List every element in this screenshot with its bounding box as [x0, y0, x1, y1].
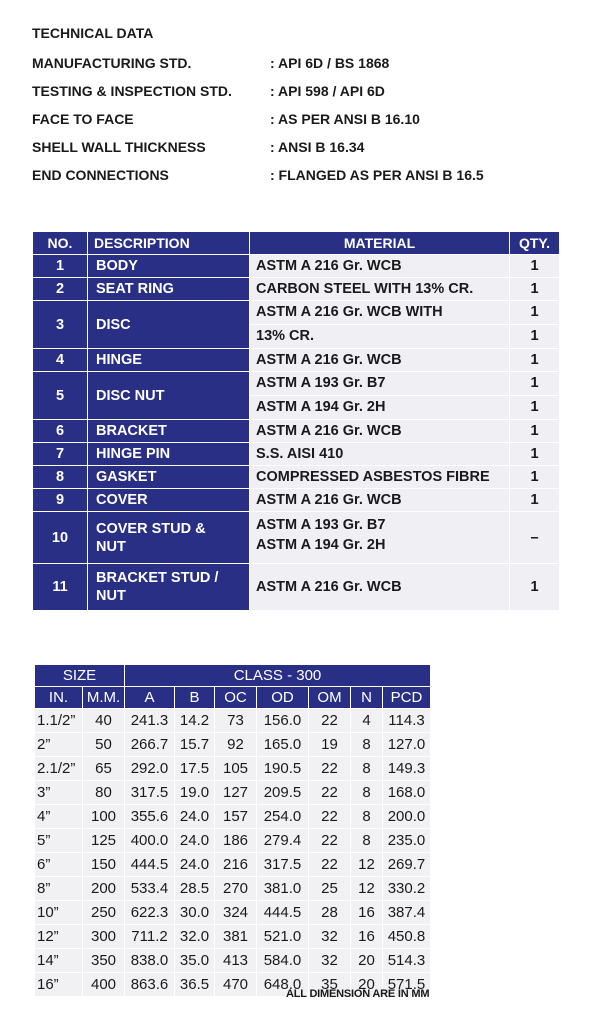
column-header: N — [351, 687, 383, 709]
dimension-cell: 400.0 — [125, 829, 175, 853]
dimension-cell: 22 — [309, 829, 351, 853]
header-class: CLASS - 300 — [125, 665, 431, 687]
dimension-cell: 6” — [35, 853, 83, 877]
part-material: ASTM A 216 Gr. WCB — [250, 564, 510, 611]
header-material: MATERIAL — [250, 232, 510, 255]
part-description: DISC NUT — [88, 372, 250, 420]
dimension-cell: 125 — [83, 829, 125, 853]
dimension-column-header-row — [35, 687, 431, 709]
tech-row-testing-std — [32, 77, 385, 105]
part-qty — [510, 301, 560, 349]
dimension-note: ALL DIMENSION ARE IN MM — [286, 988, 430, 1000]
header-no: NO. — [33, 232, 88, 255]
part-material: S.S. AISI 410 — [250, 443, 510, 466]
dimension-cell: 250 — [83, 901, 125, 925]
part-description: DISC — [88, 301, 250, 349]
dimension-cell: 24.0 — [175, 829, 215, 853]
technical-data-title: TECHNICAL DATA — [32, 25, 154, 41]
dimension-cell: 533.4 — [125, 877, 175, 901]
part-qty: – — [510, 512, 560, 564]
dimension-cell: 22 — [309, 805, 351, 829]
dimension-cell: 14.2 — [175, 709, 215, 733]
dimension-cell: 12 — [351, 853, 383, 877]
tech-row-face-to-face — [32, 105, 420, 133]
qty-line: 1 — [530, 375, 539, 391]
dimension-cell: 381 — [215, 925, 257, 949]
header-size: SIZE — [35, 665, 125, 687]
dimension-cell: 24.0 — [175, 805, 215, 829]
dimension-cell: 19.0 — [175, 781, 215, 805]
material-line: ASTM A 194 Gr. 2H — [256, 537, 386, 553]
tech-row-manufacturing-std — [32, 49, 390, 77]
dimension-cell: 156.0 — [257, 709, 309, 733]
dimension-cell: 387.4 — [383, 901, 431, 925]
part-no: 6 — [33, 420, 88, 443]
part-description: GASKET — [88, 466, 250, 489]
part-description: HINGE PIN — [88, 443, 250, 466]
part-qty: 1 — [510, 564, 560, 611]
part-description: COVER — [88, 489, 250, 512]
dimension-cell: 127 — [215, 781, 257, 805]
part-description: HINGE — [88, 349, 250, 372]
dimension-cell: 22 — [309, 853, 351, 877]
tech-label: END CONNECTIONS — [32, 167, 169, 183]
material-line: 13% CR. — [250, 324, 509, 348]
part-qty: 1 — [510, 420, 560, 443]
table-row — [33, 564, 560, 611]
table-row — [33, 372, 560, 420]
dimension-cell: 648.0 — [257, 973, 309, 997]
dimension-cell: 350 — [83, 949, 125, 973]
part-qty: 1 — [510, 489, 560, 512]
dimension-cell: 30.0 — [175, 901, 215, 925]
dimension-cell: 22 — [309, 757, 351, 781]
dimension-cell: 190.5 — [257, 757, 309, 781]
dimension-cell: 32 — [309, 925, 351, 949]
part-material: ASTM A 216 Gr. WCB — [250, 349, 510, 372]
dimension-cell: 622.3 — [125, 901, 175, 925]
dimension-cell: 150 — [83, 853, 125, 877]
dimension-cell: 209.5 — [257, 781, 309, 805]
table-row — [33, 512, 560, 564]
table-row — [33, 349, 560, 372]
dimension-cell: 19 — [309, 733, 351, 757]
part-qty: 1 — [510, 255, 560, 278]
dimension-cell: 14” — [35, 949, 83, 973]
column-header: PCD — [383, 687, 431, 709]
dimension-cell: 92 — [215, 733, 257, 757]
part-no: 7 — [33, 443, 88, 466]
table-row — [35, 877, 431, 901]
dimension-cell: 50 — [83, 733, 125, 757]
header-qty: QTY. — [510, 232, 560, 255]
part-qty: 1 — [510, 278, 560, 301]
dimension-cell: 1.1/2” — [35, 709, 83, 733]
dimension-cell: 5” — [35, 829, 83, 853]
dimension-cell: 32.0 — [175, 925, 215, 949]
dimension-cell: 20 — [351, 949, 383, 973]
part-no: 1 — [33, 255, 88, 278]
dimension-cell: 413 — [215, 949, 257, 973]
column-header: B — [175, 687, 215, 709]
dimension-cell: 100 — [83, 805, 125, 829]
dimension-cell: 330.2 — [383, 877, 431, 901]
dimension-cell: 4” — [35, 805, 83, 829]
qty-line: 1 — [510, 324, 559, 348]
part-qty — [510, 372, 560, 420]
dimension-cell: 863.6 — [125, 973, 175, 997]
part-qty: 1 — [510, 466, 560, 489]
part-material: ASTM A 216 Gr. WCB — [250, 489, 510, 512]
table-row — [35, 901, 431, 925]
table-row — [35, 781, 431, 805]
dimension-cell: 2” — [35, 733, 83, 757]
dimension-cell: 444.5 — [125, 853, 175, 877]
dimension-cell: 200 — [83, 877, 125, 901]
dimension-cell: 20 — [351, 973, 383, 997]
part-no: 9 — [33, 489, 88, 512]
dimension-cell: 300 — [83, 925, 125, 949]
table-row — [35, 829, 431, 853]
tech-row-end-connections — [32, 161, 484, 189]
part-no: 3 — [33, 301, 88, 349]
dimension-cell: 17.5 — [175, 757, 215, 781]
dimension-cell: 235.0 — [383, 829, 431, 853]
table-row — [35, 925, 431, 949]
dimension-cell: 254.0 — [257, 805, 309, 829]
tech-value: : AS PER ANSI B 16.10 — [270, 111, 420, 127]
dimension-cell: 444.5 — [257, 901, 309, 925]
dimension-cell: 35.0 — [175, 949, 215, 973]
part-description: COVER STUD & NUT — [88, 512, 250, 564]
table-row — [33, 489, 560, 512]
dimension-cell: 8” — [35, 877, 83, 901]
dimension-cell: 8 — [351, 829, 383, 853]
dimension-cell: 514.3 — [383, 949, 431, 973]
dimension-cell: 12 — [351, 877, 383, 901]
dimension-cell: 279.4 — [257, 829, 309, 853]
dimension-cell: 269.7 — [383, 853, 431, 877]
dimension-cell: 157 — [215, 805, 257, 829]
dimension-cell: 127.0 — [383, 733, 431, 757]
dimension-cell: 2.1/2” — [35, 757, 83, 781]
dimension-cell: 241.3 — [125, 709, 175, 733]
dimension-cell: 8 — [351, 733, 383, 757]
dimension-cell: 22 — [309, 709, 351, 733]
dimension-cell: 165.0 — [257, 733, 309, 757]
dimension-cell: 521.0 — [257, 925, 309, 949]
dimension-cell: 355.6 — [125, 805, 175, 829]
dimension-group-header-row — [35, 665, 431, 687]
table-row — [35, 853, 431, 877]
part-description: SEAT RING — [88, 278, 250, 301]
dimension-cell: 105 — [215, 757, 257, 781]
table-row — [33, 301, 560, 349]
column-header: OD — [257, 687, 309, 709]
dimension-cell: 28 — [309, 901, 351, 925]
dimension-cell: 711.2 — [125, 925, 175, 949]
dimension-cell: 584.0 — [257, 949, 309, 973]
tech-value: : ANSI B 16.34 — [270, 139, 365, 155]
tech-label: MANUFACTURING STD. — [32, 55, 192, 71]
table-row — [33, 255, 560, 278]
part-no: 11 — [33, 564, 88, 611]
part-material — [250, 512, 510, 564]
dimension-cell: 80 — [83, 781, 125, 805]
tech-value: : FLANGED AS PER ANSI B 16.5 — [270, 167, 484, 183]
dimension-cell: 4 — [351, 709, 383, 733]
material-line: ASTM A 193 Gr. B7 — [256, 375, 386, 391]
qty-line: 1 — [510, 395, 559, 419]
part-qty: 1 — [510, 349, 560, 372]
part-material — [250, 301, 510, 349]
tech-label: TESTING & INSPECTION STD. — [32, 83, 232, 99]
dimension-cell: 381.0 — [257, 877, 309, 901]
dimension-cell: 114.3 — [383, 709, 431, 733]
table-row — [35, 757, 431, 781]
part-description: BRACKET — [88, 420, 250, 443]
dimension-cell: 317.5 — [257, 853, 309, 877]
dimension-cell: 317.5 — [125, 781, 175, 805]
material-line: ASTM A 193 Gr. B7 — [256, 517, 386, 533]
dimension-cell: 40 — [83, 709, 125, 733]
dimension-table — [34, 664, 431, 997]
header-description: DESCRIPTION — [88, 232, 250, 255]
dimension-cell: 149.3 — [383, 757, 431, 781]
part-material — [250, 372, 510, 420]
column-header: IN. — [35, 687, 83, 709]
dimension-cell: 12” — [35, 925, 83, 949]
qty-line: 1 — [530, 304, 539, 320]
column-header: OM — [309, 687, 351, 709]
dimension-cell: 32 — [309, 949, 351, 973]
tech-row-shell-wall — [32, 133, 365, 161]
column-header: M.M. — [83, 687, 125, 709]
technical-data-section — [32, 22, 484, 189]
part-no: 4 — [33, 349, 88, 372]
table-row — [35, 805, 431, 829]
table-row — [33, 278, 560, 301]
dimension-cell: 36.5 — [175, 973, 215, 997]
part-description: BODY — [88, 255, 250, 278]
column-header: A — [125, 687, 175, 709]
part-no: 2 — [33, 278, 88, 301]
part-qty: 1 — [510, 443, 560, 466]
dimension-cell: 400 — [83, 973, 125, 997]
dimension-cell: 292.0 — [125, 757, 175, 781]
dimension-cell: 838.0 — [125, 949, 175, 973]
dimension-cell: 186 — [215, 829, 257, 853]
dimension-cell: 450.8 — [383, 925, 431, 949]
dimension-cell: 168.0 — [383, 781, 431, 805]
part-no: 5 — [33, 372, 88, 420]
table-row — [35, 949, 431, 973]
table-row — [35, 733, 431, 757]
dimension-cell: 35 — [309, 973, 351, 997]
dimension-cell: 24.0 — [175, 853, 215, 877]
part-description: BRACKET STUD / NUT — [88, 564, 250, 611]
dimension-cell: 25 — [309, 877, 351, 901]
column-header: OC — [215, 687, 257, 709]
dimension-cell: 16” — [35, 973, 83, 997]
material-header-row — [33, 232, 560, 255]
dimension-cell: 8 — [351, 781, 383, 805]
part-no: 10 — [33, 512, 88, 564]
dimension-cell: 73 — [215, 709, 257, 733]
dimension-cell: 270 — [215, 877, 257, 901]
part-material: COMPRESSED ASBESTOS FIBRE — [250, 466, 510, 489]
dimension-cell: 22 — [309, 781, 351, 805]
dimension-cell: 470 — [215, 973, 257, 997]
table-row — [33, 466, 560, 489]
dimension-cell: 266.7 — [125, 733, 175, 757]
tech-value: : API 6D / BS 1868 — [270, 55, 390, 71]
part-material: ASTM A 216 Gr. WCB — [250, 255, 510, 278]
dimension-cell: 16 — [351, 925, 383, 949]
part-material: CARBON STEEL WITH 13% CR. — [250, 278, 510, 301]
dimension-cell: 3” — [35, 781, 83, 805]
dimension-cell: 324 — [215, 901, 257, 925]
part-no: 8 — [33, 466, 88, 489]
table-row — [35, 709, 431, 733]
dimension-cell: 200.0 — [383, 805, 431, 829]
table-row — [33, 420, 560, 443]
dimension-cell: 571.5 — [383, 973, 431, 997]
dimension-cell: 10” — [35, 901, 83, 925]
dimension-cell: 65 — [83, 757, 125, 781]
tech-value: : API 598 / API 6D — [270, 83, 385, 99]
material-line: ASTM A 216 Gr. WCB WITH — [256, 304, 443, 320]
tech-label: FACE TO FACE — [32, 111, 134, 127]
dimension-cell: 15.7 — [175, 733, 215, 757]
table-row — [33, 443, 560, 466]
dimension-table-body — [35, 709, 431, 997]
dimension-cell: 8 — [351, 757, 383, 781]
part-material: ASTM A 216 Gr. WCB — [250, 420, 510, 443]
dimension-cell: 28.5 — [175, 877, 215, 901]
dimension-cell: 8 — [351, 805, 383, 829]
material-line: ASTM A 194 Gr. 2H — [250, 395, 509, 419]
dimension-cell: 16 — [351, 901, 383, 925]
tech-label: SHELL WALL THICKNESS — [32, 139, 206, 155]
material-table — [32, 231, 560, 611]
dimension-cell: 216 — [215, 853, 257, 877]
